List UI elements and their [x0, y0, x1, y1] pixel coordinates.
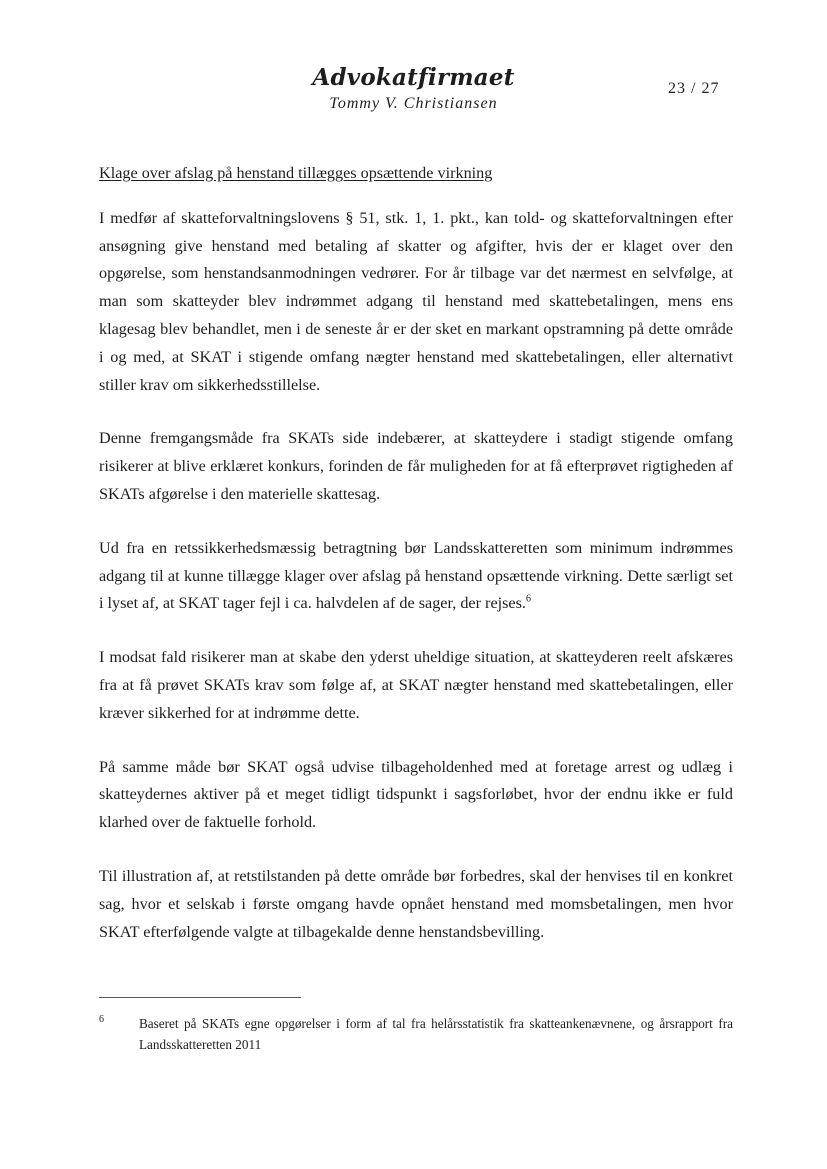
paragraph-6: Til illustration af, at retstilstanden på dette område bør forbedres, skal der henvises til en konkret sag, hvor et selskab i første omgang havde opnået henstand med momsbetalingen, men hvor SKAT efterfølgende valgte at tilbagekalde denne henstandsbevilling.: [99, 866, 733, 941]
footnote-number: 6: [99, 1014, 104, 1025]
footnote: [99, 1013, 733, 1055]
paragraph-3-text: Ud fra en retssikkerhedsmæssig betragtning bør Landsskatteretten som minimum indrømmes adgang til at kunne tillægge klager over afslag på henstand opsættende virkning. Dette særligt set i lyset af, at SKAT tager fejl i ca. halvdelen af de sager, der rejses.: [99, 538, 733, 613]
paragraph-4: I modsat fald risikerer man at skabe den yderst uheldige situation, at skatteyderen reelt afskæres fra at få prøvet SKATs krav som følge af, at SKAT nægter henstand med skattebetalingen, eller kræver sikkerhed for at indrømme dette.: [99, 648, 733, 722]
firm-name: Advokatfirmaet: [312, 64, 515, 91]
footnote-reference[interactable]: 6: [525, 593, 531, 605]
paragraph-1: I medfør af skatteforvaltningslovens § 51, stk. 1, 1. pkt., kan told- og skatteforvaltningen efter ansøgning give henstand med betaling af skatter og afgifter, hvis der er klaget over den opgørelse, som henstandsanmodningen vedrører. For år tilbage var det nærmest en selvfølge, at man som skatteyder blev indrømmet adgang til henstand med skattebetalingen, mens ens klagesag blev behandlet, men i de seneste år er der sket en markant opstramning på dette område i og med, at SKAT i stigende omfang nægter henstand med skattebetalingen, eller alternativt stiller krav om sikkerhedsstillelse.: [99, 208, 733, 394]
section-heading: Klage over afslag på henstand tillægges opsættende virkning: [99, 164, 493, 182]
footnote-divider: [99, 997, 301, 998]
firm-owner: Tommy V. Christiansen: [329, 95, 498, 112]
footnote-text: Baseret på SKATs egne opgørelser i form af tal fra helårsstatistik fra skatteankenævnene, og årsrapport fra Landsskatteretten 2011: [139, 1016, 733, 1052]
page-number: 23 / 27: [668, 80, 720, 97]
document-body: [99, 160, 733, 972]
paragraph-2: Denne fremgangsmåde fra SKATs side indebærer, at skatteydere i stadigt stigende omfang risikerer at blive erklæret konkurs, forinden de får muligheden for at få efterprøvet rigtigheden af SKATs afgørelse i den materielle skattesag.: [99, 429, 733, 503]
paragraph-3: [99, 535, 733, 618]
paragraph-5: På samme måde bør SKAT også udvise tilbageholdenhed med at foretage arrest og udlæg i skatteydernes aktiver på et meget tidligt tidspunkt i sagsforløbet, hvor der endnu ikke er fuld klarhed over de faktuelle forhold.: [99, 757, 733, 832]
